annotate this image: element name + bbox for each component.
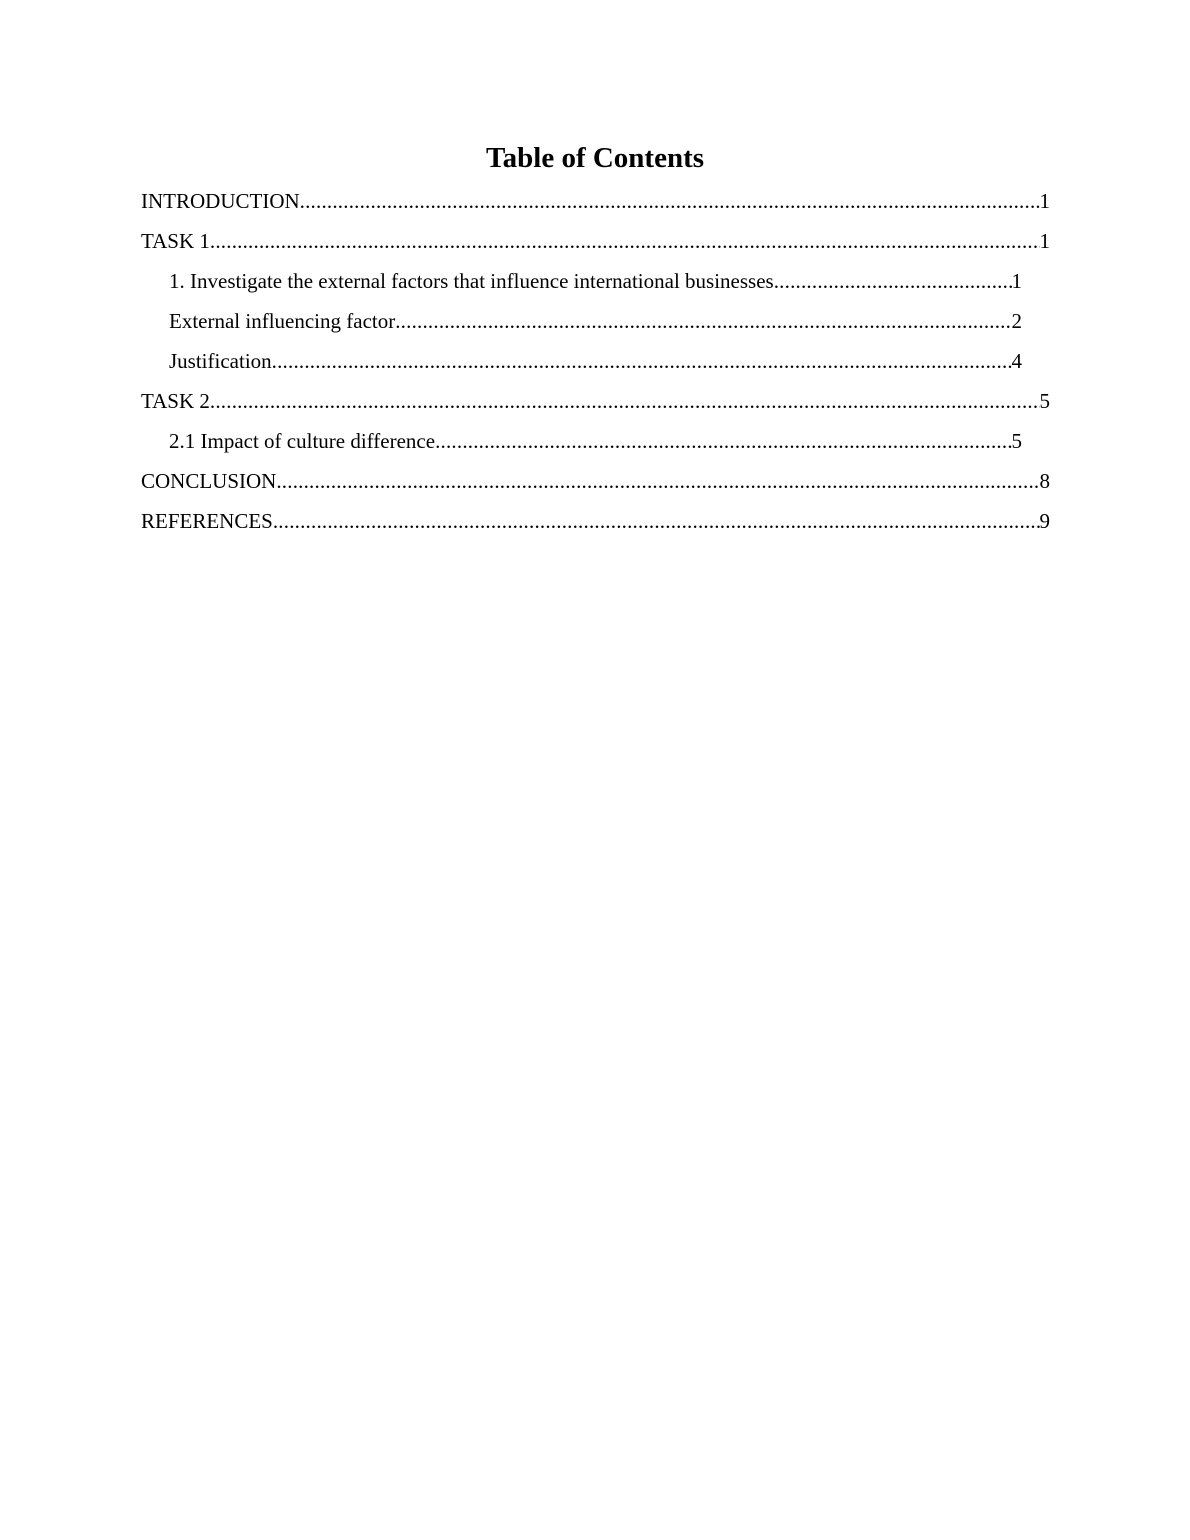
toc-entry-task-2[interactable] xyxy=(141,386,1050,416)
toc-entry-label: 2.1 Impact of culture difference xyxy=(169,429,436,453)
toc-entry-label: External influencing factor xyxy=(169,309,396,333)
dot-leader xyxy=(300,186,1040,216)
toc-entry-label: 1. Investigate the external factors that influence international businesses xyxy=(169,269,774,293)
toc-entry-impact-of-culture-difference[interactable] xyxy=(169,426,1022,456)
toc-page-number: 1 xyxy=(1039,189,1050,213)
toc-entry-references[interactable] xyxy=(141,506,1050,536)
dot-leader xyxy=(210,226,1040,256)
toc-page-number: 8 xyxy=(1039,469,1050,493)
toc-page-number: 9 xyxy=(1039,509,1050,533)
toc-page-number: 5 xyxy=(1039,389,1050,413)
toc-entry-label: Justification xyxy=(169,349,272,373)
toc-page-number: 4 xyxy=(1011,349,1022,373)
toc-entry-justification[interactable] xyxy=(169,346,1022,376)
toc-entry-label: REFERENCES xyxy=(141,509,273,533)
dot-leader xyxy=(395,306,1011,336)
toc-entry-label: TASK 1 xyxy=(141,229,210,253)
toc-entry-label: TASK 2 xyxy=(141,389,210,413)
toc-entry-label: INTRODUCTION xyxy=(141,189,300,213)
dot-leader xyxy=(210,386,1040,416)
toc-entry-conclusion[interactable] xyxy=(141,466,1050,496)
toc-page-number: 1 xyxy=(1011,269,1022,293)
dot-leader xyxy=(272,346,1012,376)
dot-leader xyxy=(774,266,1012,296)
toc-entry-label: CONCLUSION xyxy=(141,469,277,493)
toc-page-number: 5 xyxy=(1011,429,1022,453)
toc-entry-investigate-external-factors[interactable] xyxy=(169,266,1022,296)
toc-page-number: 2 xyxy=(1011,309,1022,333)
dot-leader xyxy=(273,506,1040,536)
toc-title: Table of Contents xyxy=(485,142,705,174)
toc-page-number: 1 xyxy=(1039,229,1050,253)
dot-leader xyxy=(276,466,1039,496)
toc-entry-task-1[interactable] xyxy=(141,226,1050,256)
toc-entry-external-influencing-factor[interactable] xyxy=(169,306,1022,336)
dot-leader xyxy=(435,426,1011,456)
toc-entry-introduction[interactable] xyxy=(141,186,1050,216)
